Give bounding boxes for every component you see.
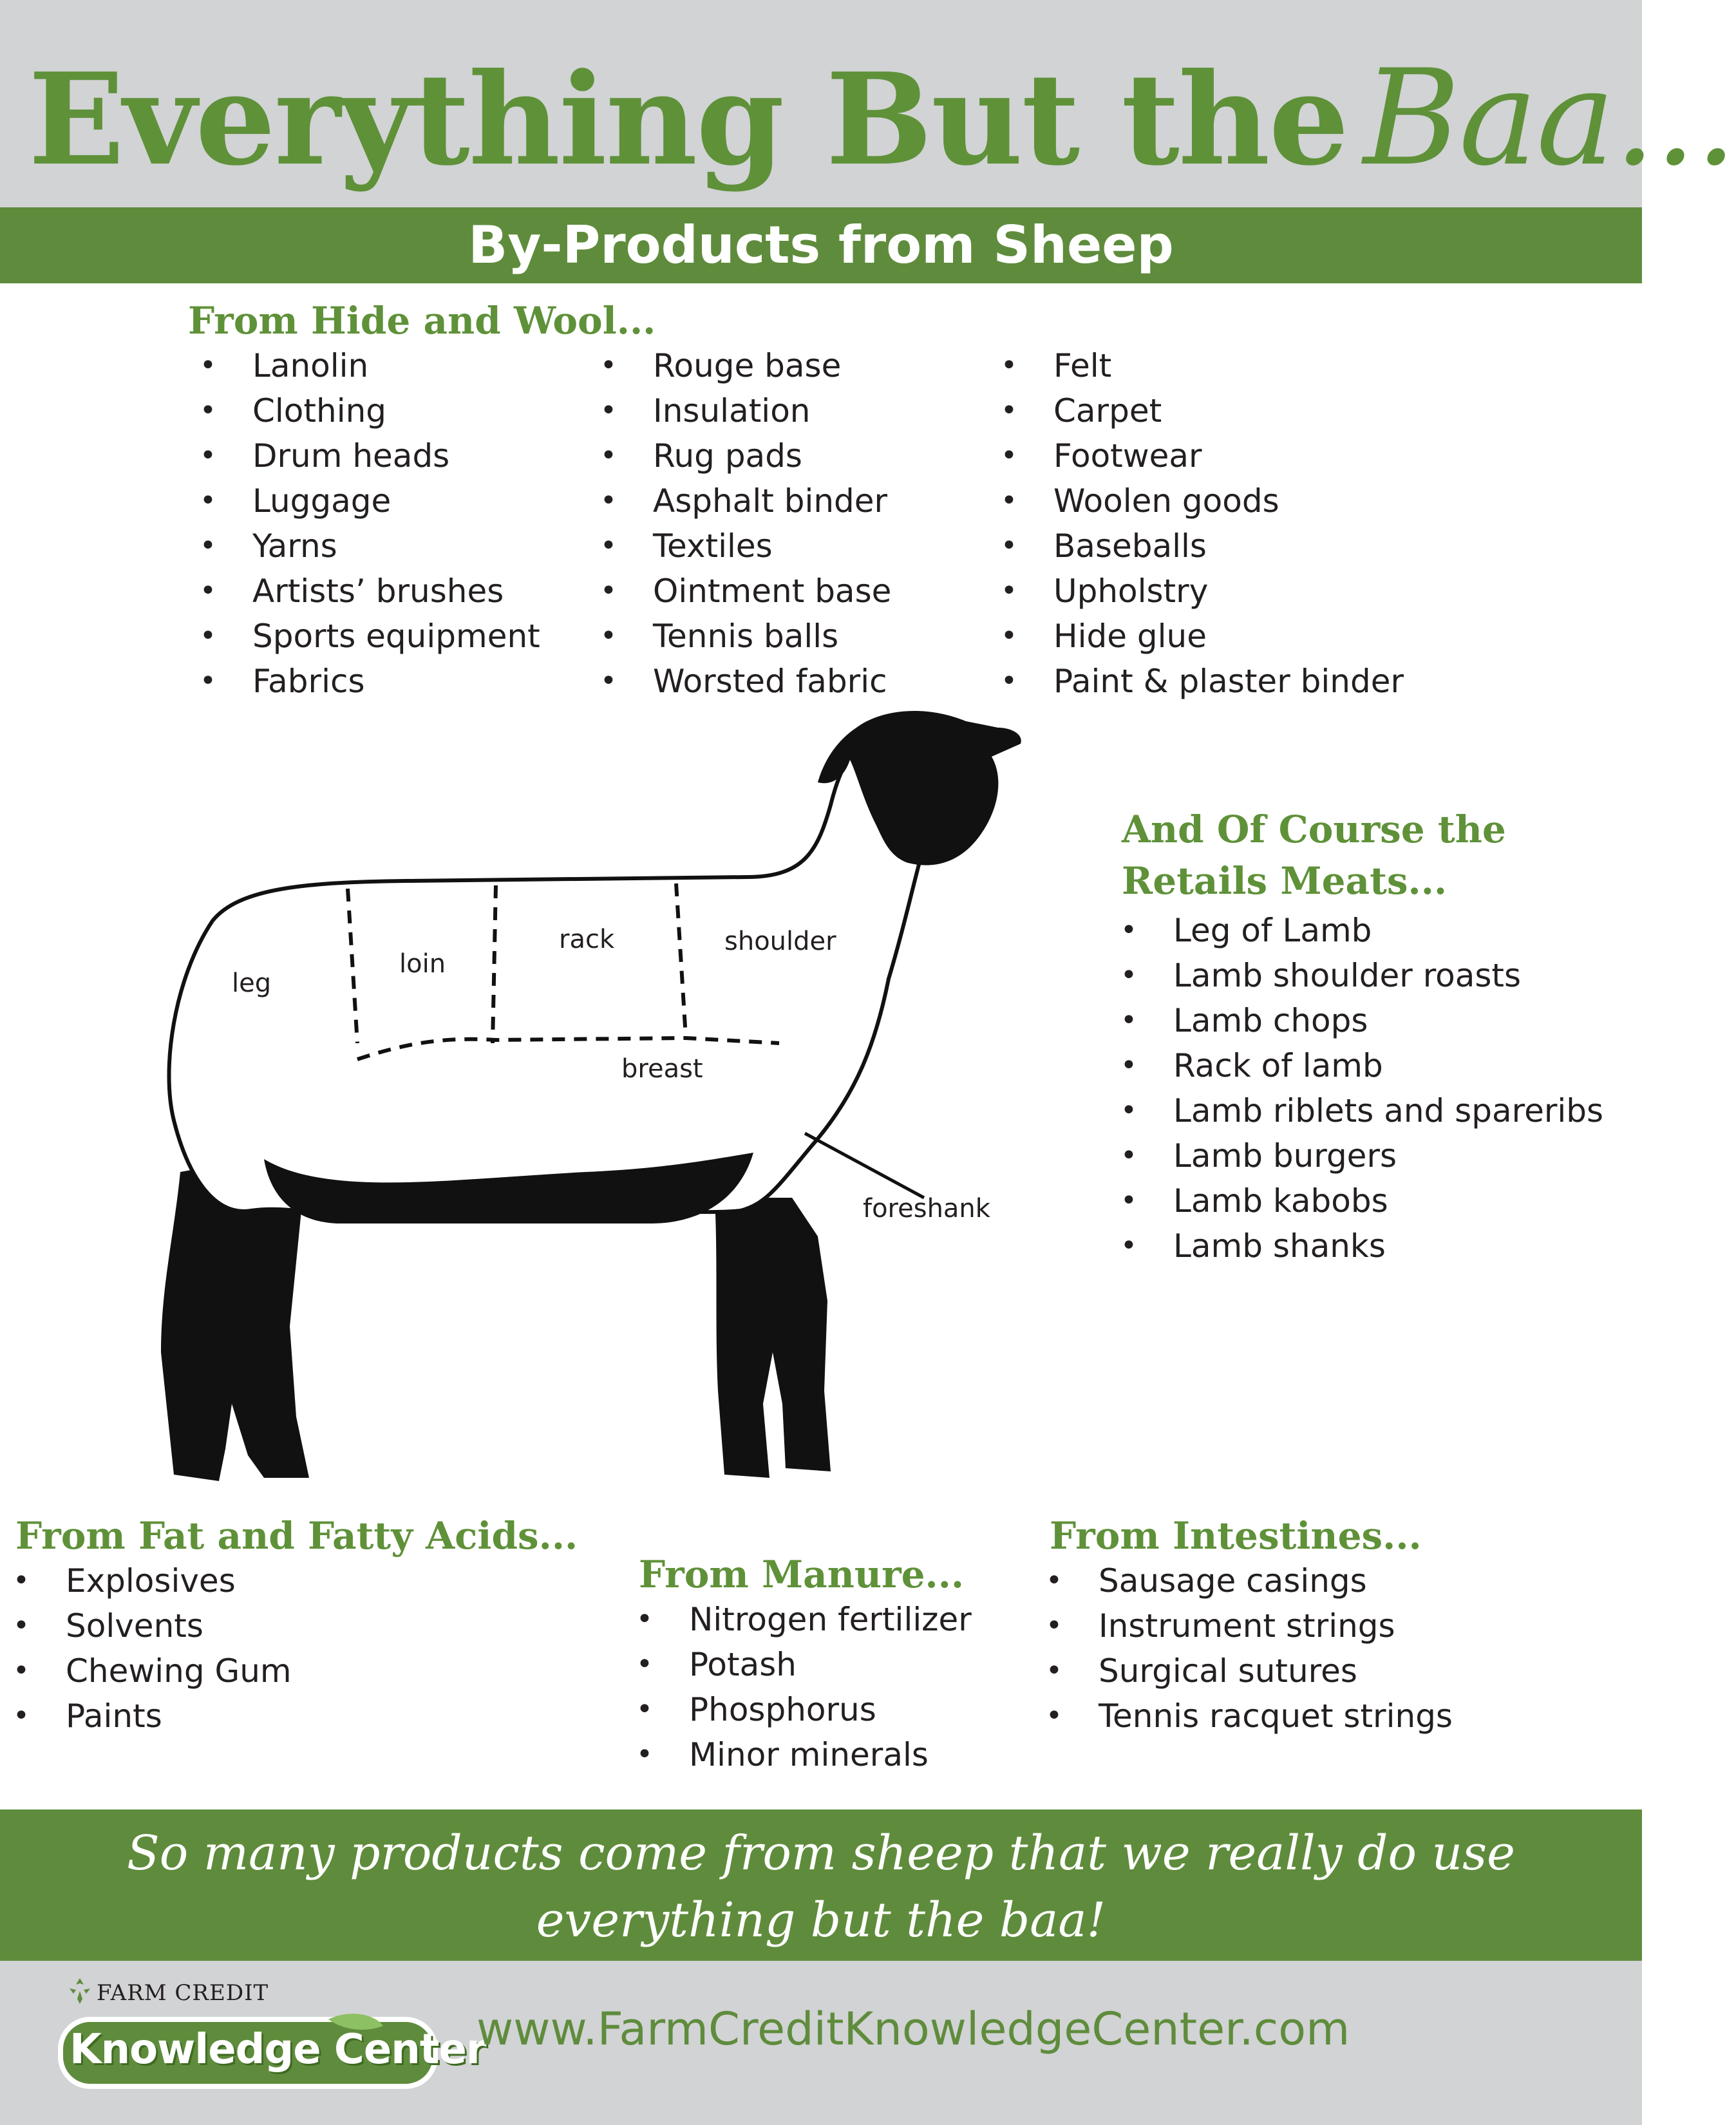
list-item: • Lamb burgers — [1111, 1133, 1603, 1178]
slogan — [0, 1820, 1642, 1954]
list-item: • Surgical sutures — [1037, 1648, 1453, 1694]
list-item: • Ointment base — [591, 569, 891, 614]
meats-list — [1111, 908, 1603, 1269]
cut-label-foreshank: foreshank — [863, 1194, 990, 1223]
list-item: • Woolen goods — [992, 478, 1404, 524]
list-item: • Clothing — [191, 388, 540, 433]
cut-label-shoulder: shoulder — [724, 927, 836, 956]
list-item: • Minor minerals — [627, 1732, 972, 1777]
cut-label-leg: leg — [232, 968, 272, 998]
list-item: • Lamb shoulder roasts — [1111, 953, 1603, 998]
subtitle: By-Products from Sheep — [468, 215, 1174, 275]
list-item: • Lamb kabobs — [1111, 1178, 1603, 1223]
list-item: • Luggage — [191, 478, 540, 524]
list-item: • Paint & plaster binder — [992, 659, 1404, 704]
title-main: Everything But the — [28, 46, 1348, 194]
list-item: • Sports equipment — [191, 614, 540, 659]
website-link[interactable]: www.FarmCreditKnowledgeCenter.com — [476, 2003, 1350, 2055]
list-item: • Worsted fabric — [591, 659, 891, 704]
list-item: • Tennis racquet strings — [1037, 1694, 1453, 1739]
list-item: • Asphalt binder — [591, 478, 891, 524]
list-item: • Footwear — [992, 433, 1404, 478]
list-item: • Lamb riblets and spareribs — [1111, 1088, 1603, 1133]
list-item: • Upholstry — [992, 569, 1404, 614]
page-title — [28, 42, 1736, 195]
list-item: • Rug pads — [591, 433, 891, 478]
sheep-cuts-diagram — [135, 708, 1101, 1507]
list-item: • Yarns — [191, 524, 540, 569]
list-item: • Solvents — [4, 1603, 292, 1648]
list-item: • Lanolin — [191, 343, 540, 388]
hide-wool-heading: From Hide and Wool... — [188, 299, 656, 343]
list-item: • Insulation — [591, 388, 891, 433]
slogan-line1: So many products come from sheep that we really do use — [127, 1826, 1515, 1881]
slogan-line2: everything but the baa! — [536, 1893, 1106, 1948]
meats-heading-line2: Retails Meats... — [1122, 859, 1448, 903]
farm-credit-leaf-icon — [64, 1976, 95, 2007]
cut-label-loin: loin — [399, 949, 446, 979]
list-item: • Rouge base — [591, 343, 891, 388]
list-item: • Lamb shanks — [1111, 1223, 1603, 1269]
list-item: • Paints — [4, 1694, 292, 1739]
front-leg-shape — [715, 1198, 831, 1478]
list-item: • Artists’ brushes — [191, 569, 540, 614]
meats-heading-line1: And Of Course the — [1122, 808, 1506, 851]
list-item: • Carpet — [992, 388, 1404, 433]
foreshank-pointer-line — [805, 1133, 924, 1198]
list-item: • Fabrics — [191, 659, 540, 704]
list-item: • Phosphorus — [627, 1687, 972, 1732]
list-item: • Tennis balls — [591, 614, 891, 659]
fat-heading: From Fat and Fatty Acids... — [15, 1514, 578, 1558]
list-item: • Hide glue — [992, 614, 1404, 659]
hide-wool-list-3 — [992, 343, 1404, 704]
logo-farm-credit: FARM CREDIT — [97, 1980, 269, 2006]
cut-label-breast: breast — [621, 1054, 703, 1084]
list-item: • Lamb chops — [1111, 998, 1603, 1043]
list-item: • Sausage casings — [1037, 1558, 1453, 1603]
fat-list — [4, 1558, 292, 1739]
subtitle-bar — [0, 207, 1642, 283]
list-item: • Chewing Gum — [4, 1648, 292, 1694]
cut-label-rack: rack — [559, 925, 615, 954]
intestines-heading: From Intestines... — [1050, 1514, 1422, 1558]
manure-list — [627, 1597, 972, 1777]
list-item: • Explosives — [4, 1558, 292, 1603]
intestines-list — [1037, 1558, 1453, 1739]
hide-wool-list-1 — [191, 343, 540, 704]
list-item: • Felt — [992, 343, 1404, 388]
list-item: • Instrument strings — [1037, 1603, 1453, 1648]
manure-heading: From Manure... — [639, 1553, 965, 1596]
list-item: • Leg of Lamb — [1111, 908, 1603, 953]
list-item: • Potash — [627, 1642, 972, 1687]
logo-knowledge-center: Knowledge Center — [70, 2026, 486, 2073]
list-item: • Rack of lamb — [1111, 1043, 1603, 1088]
list-item: • Drum heads — [191, 433, 540, 478]
list-item: • Baseballs — [992, 524, 1404, 569]
title-script: Baa... — [1363, 42, 1736, 195]
hide-wool-list-2 — [591, 343, 891, 704]
list-item: • Nitrogen fertilizer — [627, 1597, 972, 1642]
list-item: • Textiles — [591, 524, 891, 569]
